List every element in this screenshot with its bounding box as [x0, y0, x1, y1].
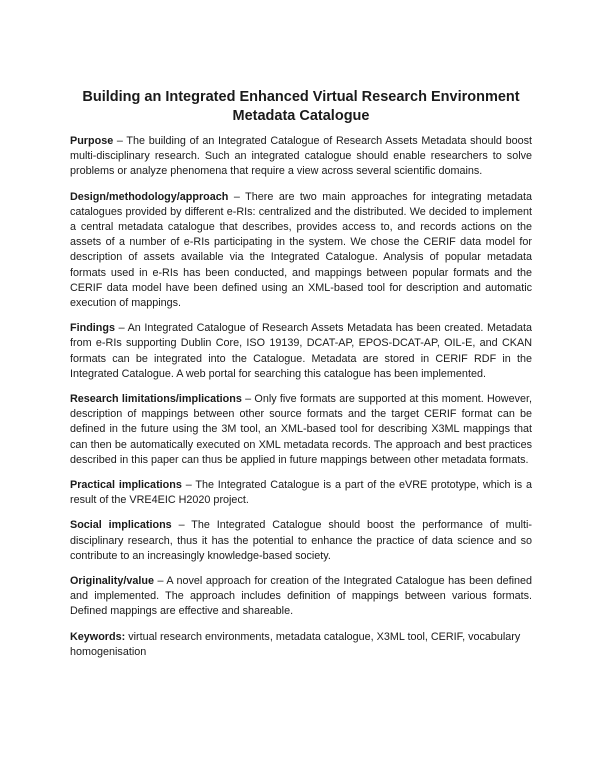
section-label: Originality/value: [70, 575, 155, 588]
section-keywords: [70, 630, 532, 660]
section-design-methodology-approach: [70, 190, 532, 312]
section-text: virtual research environments, metadata catalogue, X3ML tool, CERIF, vocabulary homogenisation: [70, 630, 521, 658]
section-findings: [70, 321, 532, 382]
section-purpose: [70, 134, 532, 180]
section-separator: –: [114, 322, 128, 335]
section-separator: –: [241, 393, 255, 406]
title-line-1: Building an Integrated Enhanced Virtual Research Environment: [82, 89, 520, 105]
section-text: The Integrated Catalogue should boost the performance of multi-disciplinary research, thus it has the potential to enhance the practice of data science and so contribute to an increasingly knowledge-based society.: [70, 519, 532, 562]
section-text: An Integrated Catalogue of Research Assets Metadata has been created. Metadata from e-RIs supporting Dublin Core, ISO 19139, DCAT-AP, EPOS-DCAT-AP, OIL-E, and CKAN formats can be integrated into the Catalogue. Metadata are stored in CERIF RDF in the Integrated Catalogue. A web portal for searching this catalogue has been implemented.: [70, 322, 532, 380]
section-label: Findings: [70, 322, 115, 335]
section-separator: –: [228, 190, 246, 203]
section-label: Design/methodology/approach: [70, 190, 229, 203]
section-text: A novel approach for creation of the Integrated Catalogue has been defined and implemented. The approach includes definition of mappings between various formats. Defined mappings are effective and shareable.: [70, 575, 532, 618]
section-separator: –: [171, 519, 192, 532]
section-label: Social implications: [70, 519, 172, 532]
section-separator: –: [113, 135, 127, 147]
section-separator: –: [154, 575, 167, 588]
section-social-implications: [70, 518, 532, 564]
section-text: There are two main approaches for integrating metadata catalogues provided by different e-RIs: centralized and the distributed. We decided to implement a central metadata catalogue that describes, provides access to, and records actions on the assets of a number of e-RIs participating in the system. We chose the CERIF data model for description of assets available via the Integrated Catalogue. Analysis of popular metadata formats used in e-RIs has been conducted, and mappings between popular formats and the CERIF data model have been defined using an XML-based tool for description and automatic execution of mappings.: [70, 190, 532, 310]
section-text: Only five formats are supported at this moment. However, description of mappings between other source formats and the target CERIF format can be defined in the future using the 3M tool, an XML-based tool for describing X3ML mappings that can then be automatically executed on XML metadata records. The approach and best practices described in this paper can thus be applied in future mappings between other metadata formats.: [70, 393, 532, 466]
section-text: The building of an Integrated Catalogue of Research Assets Metadata should boost multi-disciplinary research. Such an integrated catalogue should enable researchers to solve problems or analyze phenomena that require a view across several scientific domains.: [70, 135, 532, 178]
section-originality-value: [70, 574, 532, 620]
section-practical-implications: [70, 478, 532, 508]
section-research-limitations: [70, 392, 532, 468]
section-label: Purpose: [70, 135, 114, 147]
document-page: [70, 88, 532, 670]
section-label: Keywords:: [70, 630, 126, 643]
paper-title: [70, 88, 532, 126]
section-label: Research limitations/implications: [70, 393, 242, 406]
section-label: Practical implications: [70, 479, 182, 492]
title-line-2: Metadata Catalogue: [232, 108, 370, 124]
section-separator: –: [181, 479, 196, 492]
section-text: The Integrated Catalogue is a part of the eVRE prototype, which is a result of the VRE4EIC H2020 project.: [70, 479, 532, 507]
